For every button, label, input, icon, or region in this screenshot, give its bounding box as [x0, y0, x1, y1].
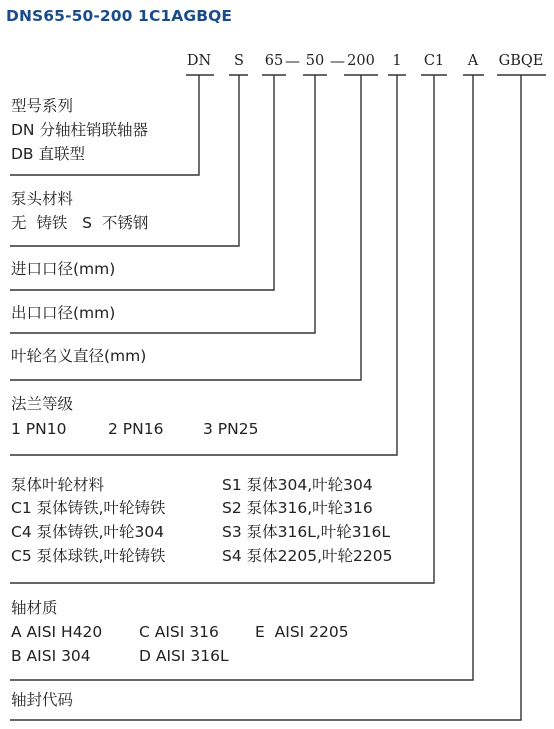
- body-material-c1: C1 泵体铸铁,叶轮铸铁: [11, 499, 166, 517]
- code-part-50: 50: [305, 53, 325, 69]
- code-part-a: A: [467, 53, 479, 69]
- code-dash-1: —: [285, 52, 300, 70]
- code-dash-2: —: [330, 52, 345, 70]
- body-material-c4: C4 泵体铸铁,叶轮304: [11, 523, 165, 541]
- body-material-s2: S2 泵体316,叶轮316: [222, 499, 373, 517]
- body-material-s3: S3 泵体316L,叶轮316L: [222, 523, 390, 541]
- shaft-material-heading: 轴材质: [11, 599, 58, 617]
- inlet-diameter-heading: 进口口径(mm): [11, 260, 116, 278]
- body-material-s1: S1 泵体304,叶轮304: [222, 476, 373, 494]
- flange-grade-heading: 法兰等级: [11, 395, 74, 413]
- flange-option-pn16: 2 PN16: [108, 420, 164, 438]
- impeller-diameter-heading: 叶轮名义直径(mm): [11, 347, 147, 365]
- code-part-gbqe: GBQE: [498, 53, 544, 69]
- code-part-200: 200: [347, 53, 375, 69]
- code-part-dn: DN: [186, 53, 212, 69]
- outlet-diameter-heading: 出口口径(mm): [11, 304, 116, 322]
- flange-option-pn25: 3 PN25: [203, 420, 259, 438]
- flange-option-pn10: 1 PN10: [11, 420, 67, 438]
- series-option-dn: DN 分轴柱销联轴器: [11, 121, 148, 139]
- series-heading: 型号系列: [11, 97, 74, 115]
- pump-head-material-heading: 泵头材料: [11, 190, 74, 208]
- series-option-db: DB 直联型: [11, 145, 85, 163]
- body-material-c5: C5 泵体球铁,叶轮铸铁: [11, 547, 166, 565]
- body-material-s4: S4 泵体2205,叶轮2205: [222, 547, 393, 565]
- code-part-1: 1: [392, 53, 402, 69]
- pump-head-material-options: 无 铸铁 S 不锈钢: [11, 214, 149, 232]
- shaft-material-d: D AISI 316L: [139, 647, 229, 665]
- body-material-heading: 泵体叶轮材料: [11, 476, 105, 494]
- seal-code-heading: 轴封代码: [11, 691, 74, 709]
- code-part-65: 65: [264, 53, 284, 69]
- shaft-material-b: B AISI 304: [11, 647, 91, 665]
- code-part-c1: C1: [423, 53, 445, 69]
- code-part-s: S: [234, 53, 244, 69]
- shaft-material-a: A AISI H420: [11, 623, 103, 641]
- shaft-material-c: C AISI 316: [139, 623, 219, 641]
- page-title: DNS65-50-200 1C1AGBQE: [6, 7, 233, 25]
- shaft-material-e: E AISI 2205: [255, 623, 349, 641]
